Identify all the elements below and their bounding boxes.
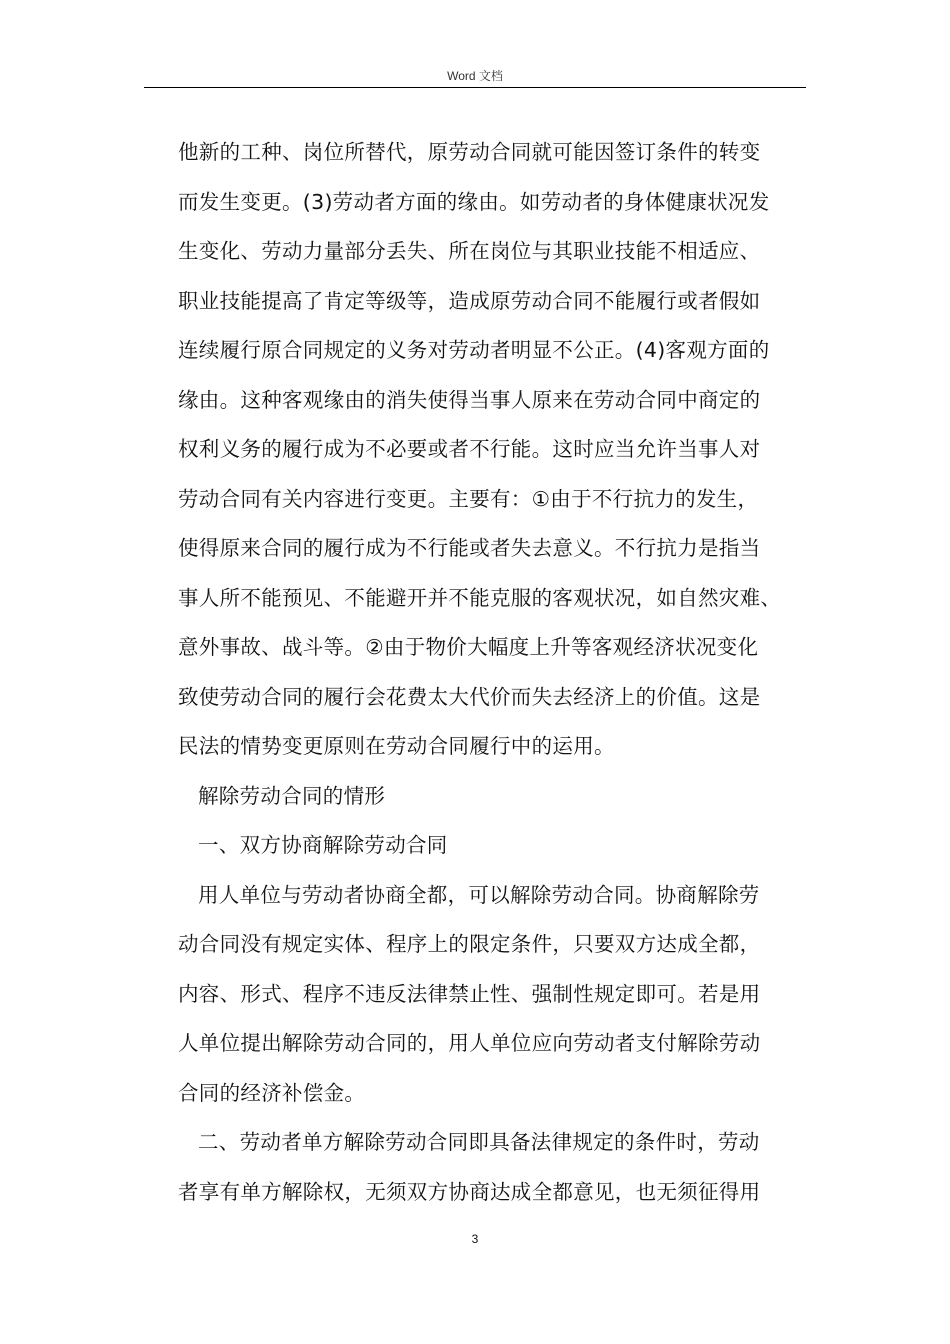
body-line: 职业技能提高了肯定等级等，造成原劳动合同不能履行或者假如 [178, 288, 761, 313]
body-line: 生变化、劳动力量部分丢失、所在岗位与其职业技能不相适应、 [178, 239, 761, 263]
body-line: 意外事故、战斗等。②由于物价大幅度上升等客观经济状况变化 [178, 635, 759, 659]
document-header-label: Word 文档 [447, 69, 503, 83]
body-line: 而发生变更。(3)劳动者方面的缘由。如劳动者的身体健康状况发 [178, 189, 770, 214]
page-number: 3 [471, 1232, 479, 1246]
body-line: 者享有单方解除权，无须双方协商达成全都意见，也无须征得用 [178, 1179, 761, 1204]
body-line: 他新的工种、岗位所替代，原劳动合同就可能因签订条件的转变 [178, 140, 761, 164]
section-heading: 解除劳动合同的情形 [198, 783, 386, 808]
body-line: 二、劳动者单方解除劳动合同即具备法律规定的条件时，劳动 [198, 1130, 760, 1154]
body-line: 连续履行原合同规定的义务对劳动者明显不公正。(4)客观方面的 [178, 338, 770, 362]
header-divider [144, 87, 806, 88]
body-line: 人单位提出解除劳动合同的，用人单位应向劳动者支付解除劳动 [178, 1031, 761, 1055]
body-line: 致使劳动合同的履行会花费太大代价而失去经济上的价值。这是 [178, 684, 761, 709]
body-line: 合同的经济补偿金。 [178, 1080, 366, 1105]
body-line: 权利义务的履行成为不必要或者不行能。这时应当允许当事人对 [178, 437, 761, 461]
body-line: 使得原来合同的履行成为不行能或者失去意义。不行抗力是指当 [178, 536, 761, 560]
body-line: 劳动合同有关内容进行变更。主要有：①由于不行抗力的发生， [178, 486, 759, 511]
subsection-heading: 一、双方协商解除劳动合同 [198, 833, 448, 857]
body-line: 事人所不能预见、不能避开并不能克服的客观状况，如自然灾难、 [178, 585, 782, 610]
body-line: 动合同没有规定实体、程序上的限定条件，只要双方达成全都， [178, 932, 761, 956]
body-line: 用人单位与劳动者协商全都，可以解除劳动合同。协商解除劳 [198, 882, 760, 907]
body-line: 缘由。这种客观缘由的消失使得当事人原来在劳动合同中商定的 [178, 387, 761, 412]
document-body [178, 128, 808, 1217]
body-line: 内容、形式、程序不违反法律禁止性、强制性规定即可。若是用 [178, 981, 761, 1006]
body-line: 民法的情势变更原则在劳动合同履行中的运用。 [178, 734, 615, 758]
